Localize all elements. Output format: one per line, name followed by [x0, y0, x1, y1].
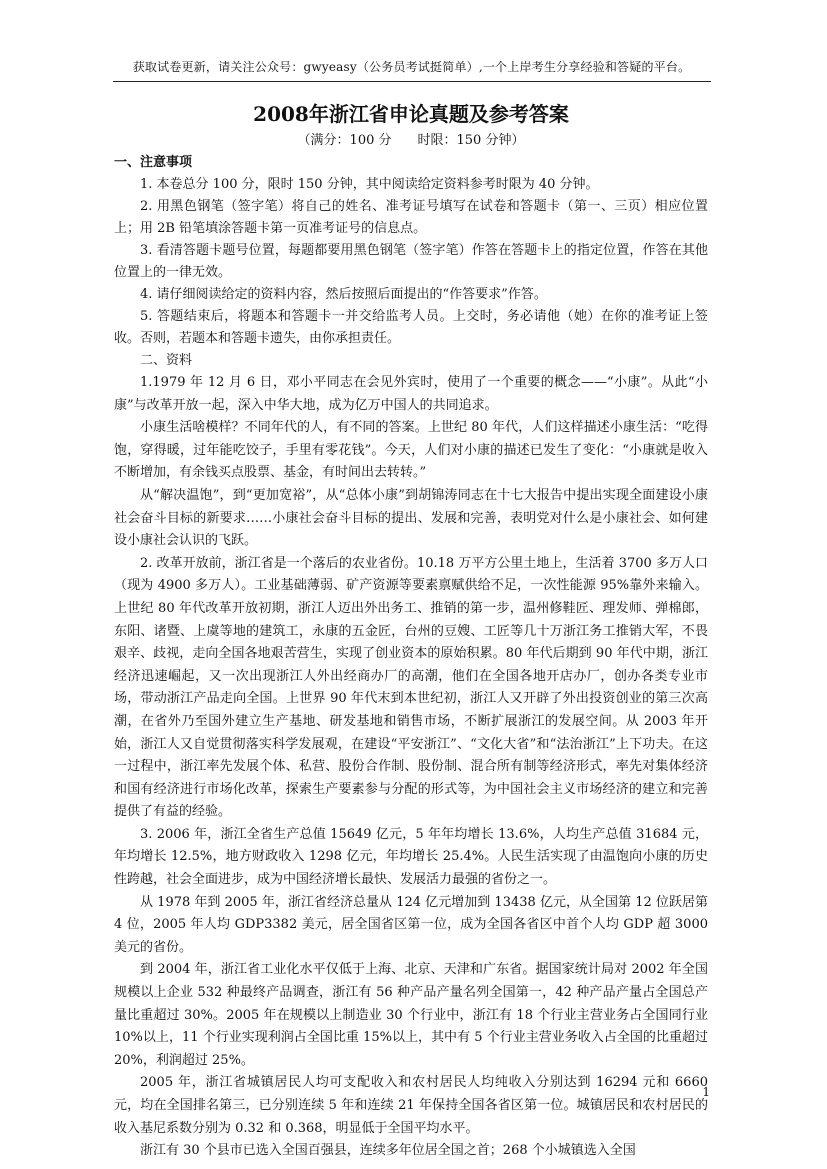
- document-title: 2008年浙江省申论真题及参考答案: [253, 102, 569, 126]
- notice-item: 3. 看清答题卡题号位置，每题都要用黑色钢笔（签字笔）作答在答题卡上的指定位置，作答在其他位置上的一律无效。: [114, 243, 708, 280]
- material-paragraph: 从“解决温饱”，到“更加宽裕”，从“总体小康”到胡锦涛同志在十七大报告中提出实现全面建设小康社会奋斗目标的新要求……小康社会奋斗目标的提出、发展和完善，表明党对什么是小康社会、如何建设小康社会认识的飞跃。: [114, 487, 708, 549]
- page-number: 1: [702, 1085, 710, 1099]
- notice-item: 4. 请仔细阅读给定的资料内容，然后按照后面提出的“作答要求”作答。: [140, 287, 547, 302]
- material-paragraph: 1.1979 年 12 月 6 日，邓小平同志在会见外宾时，使用了一个重要的概念——“小康”。从此“小康”与改革开放一起，深入中华大地，成为亿万中国人的共同追求。: [114, 375, 708, 413]
- material-paragraph: 3. 2006 年，浙江全省生产总值 15649 亿元，5 年年均增长 13.6%，人均生产总值 31684 元，年均增长 12.5%，地方财政收入 1298 亿元，年均增长 25.4%。人民生活实现了由温饱向小康的历史性跨越，社会全面进步，成为中国经济增长最快、发展活力最强的省份之一。: [114, 826, 708, 888]
- material-paragraph: 浙江有 30 个县市已选入全国百强县，连续多年位居全国之首；268 个小城镇选入全国: [140, 1143, 636, 1159]
- document-subtitle: （满分：100 分 时限：150 分钟）: [297, 133, 525, 148]
- document-body: [114, 100, 708, 1163]
- header-divider: [113, 81, 711, 82]
- material-paragraph: 到 2004 年，浙江省工业化水平仅低于上海、北京、天津和广东省。据国家统计局对 2002 年全国规模以上企业 532 种最终产品调查，浙江有 56 种产品产量名列全国第一，42 种产品产量占全国总产量比重超过 30%。2005 年在规模以上制造业 30 个行业中，浙江有 18 个行业主营业务占全国同行业 10%以上，11 个行业实现利润占全国比重 15%以上，其中有 5 个行业主营业务收入占全国的比重超过 20%，利润超过 25%。: [114, 962, 708, 1068]
- notice-item: 2. 用黑色钢笔（签字笔）将自己的姓名、准考证号填写在试卷和答题卡（第一、三页）相应位置上；用 2B 铅笔填涂答题卡第一页准考证号的信息点。: [114, 199, 708, 236]
- material-paragraph: 从 1978 年到 2005 年，浙江省经济总量从 124 亿元增加到 13438 亿元，从全国第 12 位跃居第 4 位，2005 年人均 GDP3382 美元，居全国省区第一位，成为全国各省区中首个人均 GDP 超 3000 美元的省份。: [114, 894, 708, 955]
- materials-heading: 二、资料: [140, 353, 193, 368]
- notice-heading: 一、注意事项: [114, 155, 193, 170]
- material-paragraph: 2005 年，浙江省城镇居民人均可支配收入和农村居民人均纯收入分别达到 16294 元和 6660 元，均在全国排名第三，已分别连续 5 年和连续 21 年保持全国各省区第一位。城镇居民和农村居民的收入基尼系数分别为 0.32 和 0.368，明显低于全国平均水平。: [114, 1075, 708, 1136]
- page-header: 获取试卷更新，请关注公众号：gwyeasy（公务员考试挺简单）,一个上岸考生分享经验和答疑的平台。: [132, 60, 691, 74]
- notice-item: 5. 答题结束后，将题本和答题卡一并交给监考人员。上交时，务必请他（她）在你的准考证上签收。否则，若题本和答题卡遗失，由你承担责任。: [114, 309, 708, 346]
- notice-item: 1. 本卷总分 100 分，限时 150 分钟，其中阅读给定资料参考时限为 40 分钟。: [140, 177, 599, 192]
- material-paragraph: 小康生活啥模样？不同年代的人，有不同的答案。上世纪 80 年代，人们这样描述小康生活：“吃得饱，穿得暖，过年能吃饺子，手里有零花钱”。今天，人们对小康的描述已发生了变化：“小康就是收入不断增加，有余钱买点股票、基金，有时间出去转转。”: [114, 420, 708, 481]
- material-paragraph: 2. 改革开放前，浙江省是一个落后的农业省份。10.18 万平方公里土地上，生活着 3700 多万人口（现为 4900 多万人）。工业基础薄弱、矿产资源等要素禀赋供给不足，一次性能源 95%靠外来输入。上世纪 80 年代改革开放初期，浙江人迈出外出务工、推销的第一步，温州修鞋匠、理发师、弹棉郎，东阳、诸暨、上虞等地的建筑工，永康的五金匠，台州的豆嫂、工匠等几十万浙江务工推销大军，不畏艰辛、歧视，走向全国各地艰苦营生，实现了创业资本的原始积累。80 年代后期到 90 年代中期，浙江经济迅速崛起，又一次出现浙江人外出经商办厂的高潮，他们在全国各地开店办厂，创办各类专业市场，带动浙江产品走向全国。上世界 90 年代末到本世纪初，浙江人又开辟了外出投资创业的第三次高潮，在省外乃至国外建立生产基地、研发基地和销售市场，不断扩展浙江的发展空间。从 2003 年开始，浙江人又自觉贯彻落实科学发展观，在建设“平安浙江”、“文化大省”和“法治浙江”上下功夫。在这一过程中，浙江率先发展个体、私营、股份合作制、股份制、混合所有制等经济形式，率先对集体经济和国有经济进行市场化改革，探索生产要素参与分配的形式等，为中国社会主义市场经济的建立和完善提供了有益的经验。: [114, 555, 708, 820]
